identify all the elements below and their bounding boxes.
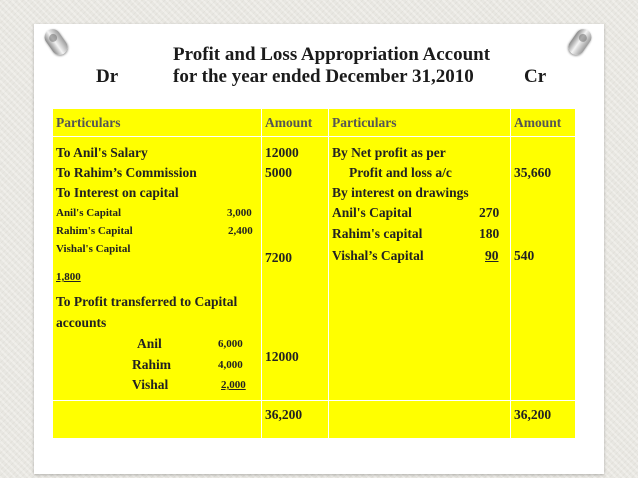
- column-divider: [261, 109, 262, 438]
- credit-net-profit-label-continued: Profit and loss a/c: [349, 165, 452, 180]
- debit-interest-capital-label: To Interest on capital: [56, 185, 179, 200]
- credit-net-profit-label: By Net profit as per: [332, 145, 446, 160]
- account-title: Profit and Loss Appropriation Account: [173, 44, 491, 65]
- credit-vishal-capital-value: 90: [485, 248, 499, 263]
- credit-total: 36,200: [514, 407, 552, 422]
- debit-vishal-name: Vishal: [132, 377, 169, 392]
- credit-vishal-capital-label: Vishal’s Capital: [332, 248, 424, 263]
- header-particulars-credit: Particulars: [332, 115, 397, 130]
- debit-vishal-share: 2,000: [221, 379, 246, 391]
- credit-drawings-amount: 540: [514, 248, 535, 263]
- debit-transfer-label-continued: accounts: [56, 315, 107, 330]
- debit-rahim-share: 4,000: [218, 359, 243, 371]
- column-divider: [328, 109, 329, 438]
- credit-anil-capital-value: 270: [479, 205, 500, 220]
- debit-rahim-name: Rahim: [132, 357, 172, 372]
- credit-net-profit-amount: 35,660: [514, 165, 552, 180]
- credit-rahim-capital-value: 180: [479, 226, 500, 241]
- header-divider: [53, 136, 575, 137]
- debit-rahim-capital-value: 2,400: [228, 225, 253, 237]
- column-divider: [510, 109, 511, 438]
- debit-anil-name: Anil: [137, 336, 162, 351]
- debit-commission-amount: 5000: [265, 165, 292, 180]
- credit-label: Cr: [524, 66, 547, 87]
- credit-rahim-capital-label: Rahim's capital: [332, 226, 423, 241]
- total-divider: [53, 400, 575, 401]
- header-particulars-debit: Particulars: [56, 115, 121, 130]
- header-amount-debit: Amount: [265, 115, 313, 130]
- debit-vishal-capital-value: 1,800: [56, 271, 81, 283]
- debit-label: Dr: [96, 66, 119, 87]
- debit-transfer-label: To Profit transferred to Capital: [56, 294, 238, 309]
- debit-salary-label: To Anil's Salary: [56, 145, 148, 160]
- debit-interest-amount: 7200: [265, 250, 292, 265]
- debit-rahim-capital-label: Rahim's Capital: [56, 225, 133, 237]
- debit-commission-label: To Rahim’s Commission: [56, 165, 197, 180]
- credit-anil-capital-label: Anil's Capital: [332, 205, 412, 220]
- debit-anil-capital-label: Anil's Capital: [56, 207, 122, 219]
- debit-salary-amount: 12000: [265, 145, 299, 160]
- account-period: for the year ended December 31,2010: [173, 66, 474, 87]
- debit-anil-share: 6,000: [218, 338, 243, 350]
- debit-total: 36,200: [265, 407, 303, 422]
- ledger-table: [53, 109, 575, 438]
- debit-anil-capital-value: 3,000: [227, 207, 252, 219]
- debit-transfer-amount: 12000: [265, 349, 299, 364]
- credit-interest-drawings-label: By interest on drawings: [332, 185, 469, 200]
- debit-vishal-capital-label: Vishal's Capital: [56, 243, 131, 255]
- header-amount-credit: Amount: [514, 115, 562, 130]
